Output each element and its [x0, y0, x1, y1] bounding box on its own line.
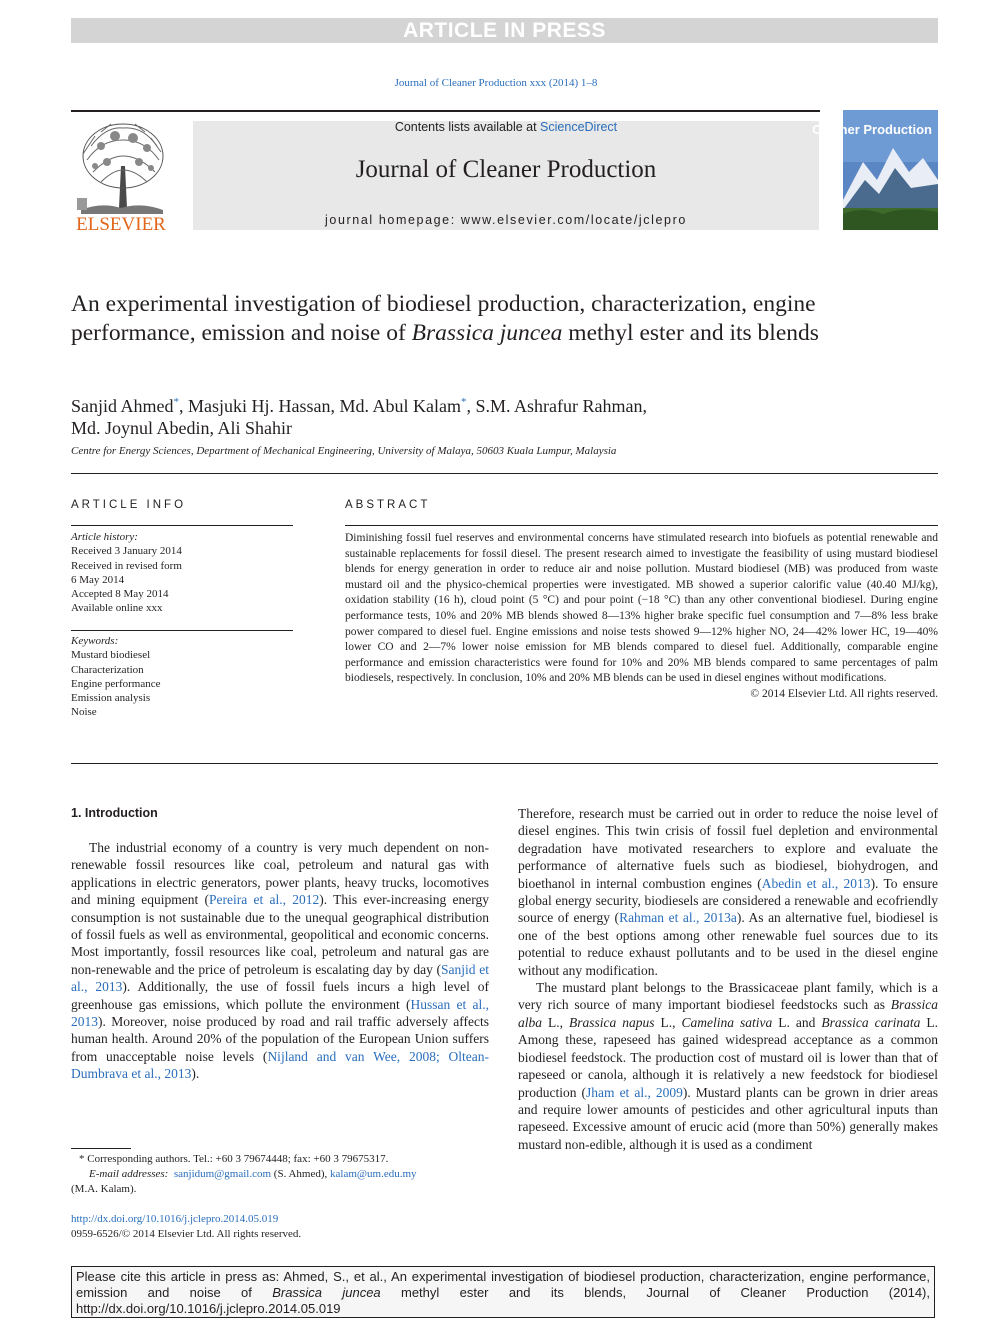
copyright-line: © 2014 Elsevier Ltd. All rights reserved. [750, 687, 938, 700]
journal-citation-link[interactable]: Journal of Cleaner Production xxx (2014) 1–8 [394, 77, 598, 89]
species-name: Brassica carinata [821, 1014, 921, 1030]
paragraph: The mustard plant belongs to the Brassicaceae plant family, which is a very rich source of many important biodiesel feedstocks such as Brassica alba L., Brassica napus L., Camelina sativa L. and Brassica carinata L. Among these, rapeseed has gained widespread acceptance as a common biodiesel feedstock. The production cost of mustard oil is lower than that of rapeseed or canola, although it is relatively a new feedstock for biodiesel production (Jham et al., 2009). Mustard plants can be grown in drier areas and require lower amounts of pesticides and other agricultural inputs than rapeseed. Excessive amount of erucic acid (more than 50%) generally makes mustard non-edible, although it is used as a condiment [518, 980, 939, 1152]
species-name: Brassica napus [569, 1014, 655, 1030]
article-info-rule [71, 525, 293, 526]
footnote: * Corresponding authors. Tel.: +60 3 79674448; fax: +60 3 79675317. E-mail addresses: sanjidum@gmail.com (S. Ahmed), kalam@um.edu.my (M.A. Kalam). [71, 1153, 417, 1195]
paragraph: Therefore, research must be carried out in order to reduce the noise level of diesel engines. This twin crisis of fossil fuel depletion and environmental degradation have motivated researchers to explore and evaluate the performance of alternative fuels such as biodiesel, biohydrogen, and bioethanol in internal combustion engines (Abedin et al., 2013). To ensure global energy security, biodiesels are considered a renewable and ecofriendly source of energy (Rahman et al., 2013a). As an alternative fuel, biodiesel is one of the best options among other renewable fuel sources due to its potential to reduce exhaust pollutants and to be used in the diesel engine without any modification. [518, 806, 939, 978]
elsevier-tree-icon [71, 116, 171, 234]
author-name[interactable]: Masjuki Hj. Hassan [188, 396, 331, 416]
reference-link[interactable]: Abedin et al., 2013 [761, 875, 871, 891]
footnote-rule [71, 1148, 131, 1149]
header-rule [71, 110, 820, 112]
reference-link[interactable]: Sanjid et al., 2013 [71, 961, 489, 995]
intro-col2 [518, 805, 938, 1153]
species-name: Camelina sativa [681, 1014, 773, 1030]
author-name[interactable]: S.M. Ashrafur Rahman [475, 396, 643, 416]
journal-cover[interactable] [812, 110, 938, 230]
article-info-heading: ARTICLE INFO [71, 499, 187, 511]
affiliation: Centre for Energy Sciences, Department of Mechanical Engineering, University of Malaya, 50603 Kuala Lumpur, Malaysia [71, 445, 617, 457]
contents-line: Contents lists available at ScienceDirect [394, 120, 618, 134]
author-name[interactable]: Sanjid Ahmed [71, 396, 174, 416]
reference-link[interactable]: Pereira et al., 2012 [208, 892, 320, 908]
section-heading: 1. Introduction [71, 806, 158, 820]
svg-text:Cleaner Production: Cleaner Production [812, 122, 932, 137]
intro-col1 [71, 839, 489, 1083]
article-in-press-banner: ARTICLE IN PRESS [71, 18, 938, 43]
sciencedirect-link[interactable]: ScienceDirect [540, 120, 618, 134]
email-link[interactable]: sanjidum@gmail.com [173, 1168, 272, 1180]
article-title: An experimental investigation of biodiesel production, characterization, engine performance, emission and noise of Brassica juncea methyl ester and its blends [71, 291, 819, 346]
author-name[interactable]: Ali Shahir [217, 418, 293, 438]
author-name[interactable]: Md. Abul Kalam [339, 396, 461, 416]
keywords-rule [71, 630, 293, 631]
author-name[interactable]: Md. Joynul Abedin [71, 418, 210, 438]
reference-link[interactable]: Nijland and van Wee, 2008; Oltean-Dumbrava et al., 2013 [71, 1048, 489, 1082]
abstract-divider [71, 763, 938, 764]
reference-link[interactable]: Hussan et al., 2013 [71, 996, 490, 1030]
abstract-heading: ABSTRACT [345, 499, 431, 511]
reference-link[interactable]: Jham et al., 2009 [586, 1084, 683, 1100]
issn-line: 0959-6526/© 2014 Elsevier Ltd. All rights reserved. [71, 1228, 302, 1240]
title-divider [71, 473, 938, 474]
journal-cover-image [812, 110, 938, 230]
corresponding-mark[interactable]: * [461, 396, 467, 408]
doi-block [71, 1212, 489, 1242]
author-list: Sanjid Ahmed*, Masjuki Hj. Hassan, Md. Abul Kalam*, S.M. Ashrafur Rahman, Md. Joynul Abedin, Ali Shahir [71, 396, 647, 438]
citation-box: Please cite this article in press as: Ahmed, S., et al., An experimental investigation of biodiesel production, characterization, engine performance, emission and noise of Brassica juncea methyl ester and its blends, Journal of Cleaner Production (2014), http://dx.doi.org/10.1016/j.jclepro.2014.05.019 [71, 1266, 935, 1318]
paragraph: The industrial economy of a country is very much dependent on non-renewable fossil resources like coal, petroleum and natural gas with applications in electric generators, power plants, heavy trucks, locomotives and mining equipment (Pereira et al., 2012). This ever-increasing energy consumption is not sustainable due to the unequal geographical distribution of fossil fuels as well as environmental, geopolitical and economic concerns. Most importantly, fossil resources like coal, petroleum and natural gas are non-renewable and the price of petroleum is escalating day by day (Sanjid et al., 2013). Additionally, the use of fossil fuels incurs a high level of greenhouse gas emissions, which pollute the environment (Hussan et al., 2013). Moreover, noise produced by road and rail traffic adversely affects human health. Around 20% of the population of the European Union suffers from unacceptable noise levels (Nijland and van Wee, 2008; Oltean-Dumbrava et al., 2013). [71, 840, 490, 1082]
journal-homepage[interactable]: journal homepage: www.elsevier.com/locate/jclepro [325, 213, 687, 227]
email-link[interactable]: kalam@um.edu.my [330, 1168, 417, 1180]
corresponding-mark[interactable]: * [173, 396, 179, 408]
journal-name: Journal of Cleaner Production [355, 156, 657, 183]
svg-text:ELSEVIER: ELSEVIER [76, 214, 166, 235]
article-history: Article history: Received 3 January 2014 Received in revised form 6 May 2014 Accepted 8 May 2014 Available online xxx [71, 531, 182, 615]
abstract-text: Diminishing fossil fuel reserves and environmental concerns have stimulated research into biofuels as potential renewable and sustainable replacements for fossil diesel. The present research aimed to investigate the feasibility of using mustard biodiesel blends for energy generation in order to reduce air and noise pollution. Mustard biodiesel (MB) was produced from waste mustard oil and the physico-chemical properties were investigated. MB showed a superior calorific value (40.40 MJ/kg), oxidation stability (16 h), cloud point (5 °C) and pour point (−18 °C) than any other conventional biodiesel. During engine performance tests, 10% and 20% MB blends showed 8—13% higher brake specific fuel consumption and 7—8% less brake power compared to diesel fuel. Engine emissions and noise tests showed 9—12% higher NO, 24—42% lower HC, 19—40% lower CO and 2—7% lower noise emission for MB blends compared to diesel fuel. Additionally, comparable engine performance and emission characteristics were found for 10% and 20% MB blends compared to same percentages of palm biodiesels, respectively. In conclusion, 10% and 20% MB blends can be used in diesel engines without modifications. © 2014 Elsevier Ltd. All rights reserved. [345, 531, 938, 703]
doi-link[interactable]: http://dx.doi.org/10.1016/j.jclepro.2014.05.019 [71, 1213, 279, 1225]
species-name: Brassica alba [518, 997, 938, 1030]
keywords-list: Keywords: Mustard biodiesel Characterization Engine performance Emission analysis Noise [71, 635, 161, 719]
elsevier-logo[interactable] [71, 116, 171, 234]
reference-link[interactable]: Rahman et al., 2013a [619, 910, 737, 926]
abstract-rule [345, 525, 938, 526]
